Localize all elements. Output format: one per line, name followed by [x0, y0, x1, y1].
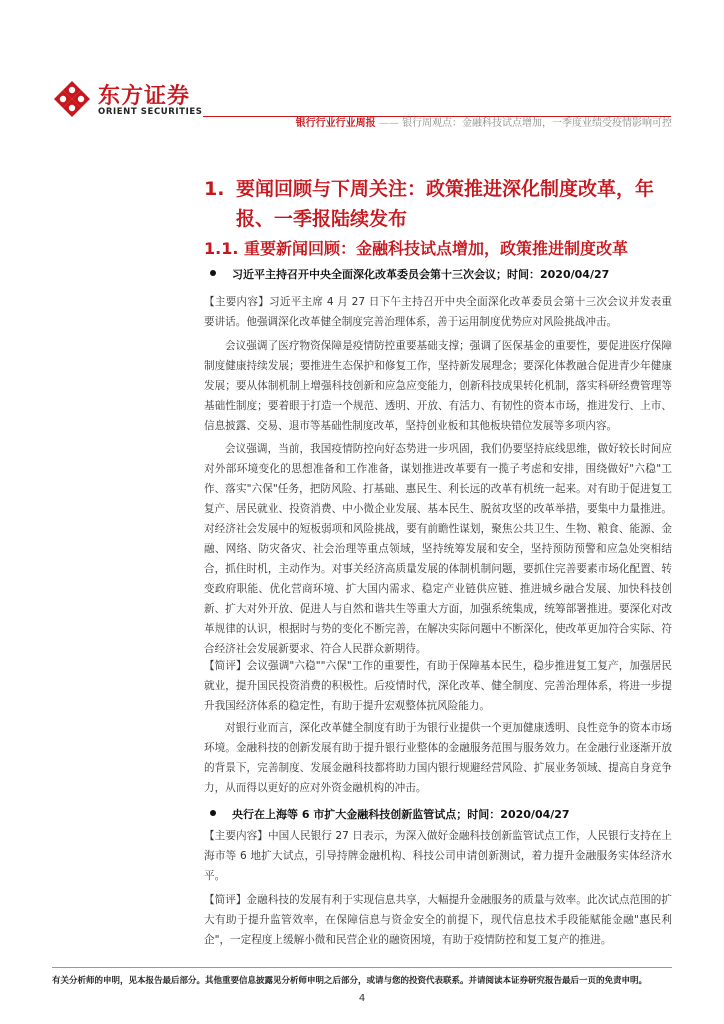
footer-disclaimer: 有关分析师的申明，见本报告最后部分。其他重要信息披露见分析师申明之后部分，或请与您的投资代表联系。并请阅读本证券研究报告最后一页的免责申明。	[52, 976, 648, 986]
company-logo	[52, 75, 212, 125]
report-section: 银行行业行业周报	[295, 118, 376, 129]
news-title: 央行在上海等 6 市扩大金融科技创新监管试点；时间：2020/04/27	[232, 808, 570, 821]
paragraph: 对银行业而言，深化改革健全制度有助于为银行业提供一个更加健康透明、良性竞争的资本市场环境。金融科技的创新发展有助于提升银行业整体的金融服务范围与服务效力。在金融行业逐渐开放的背景下，完善制度、发展金融科技都将助力国内银行规避经营风险、扩展业务领域、提高自身竞争力，从而得以更好的应对外资金融机构的冲击。	[204, 722, 672, 794]
news-title: 习近平主持召开中央全面深化改革委员会第十三次会议；时间：2020/04/27	[232, 268, 610, 281]
paragraph: 会议强调，当前，我国疫情防控向好态势进一步巩固，我们仍要坚持底线思维，做好较长时间应对外部环境变化的思想准备和工作准备，谋划推进改革要有一揽子考虑和安排，围绕做好"六稳"工作、落实"六保"任务，把防风险、打基础、惠民生、利长远的改革有机统一起来。对有助于促进复工复产、居民就业、投资消费、中小微企业发展、基本民生、脱贫攻坚的改革举措，要集中力量推进。对经济社会发展中的短板弱项和风险挑战，要有前瞻性谋划，聚焦公共卫生、生物、粮食、能源、金融、网络、防灾备灾、社会治理等重点领域，坚持统筹发展和安全，坚持预防预警和应急处突相结合，抓住时机，主动作为。对事关经济高质量发展的体制机制问题，要抓住完善要素市场化配置、转变政府职能、优化营商环境、扩大国内需求、稳定产业链供应链、推进城乡融合发展、加快科技创新、扩大对外开放、促进人与自然和谐共生等重大方面，加强系统集成，统筹部署推进。要深化对改革规律的认识，根据时与势的变化不断完善，在解决实际问题中不断深化，使改革更加符合实际、符合经济社会发展新要求、符合人民群众新期待。	[204, 443, 672, 655]
logo-english-name: ORIENT SECURITIES	[98, 107, 203, 117]
page-number: 4	[358, 993, 366, 1004]
report-subtitle: 银行周观点：金融科技试点增加，一季度业绩受疫情影响可控	[402, 118, 672, 129]
section-title-line-1: 要闻回顾与下周关注：政策推进深化制度改革，年	[236, 178, 655, 200]
logo-chinese-name: 东方证券	[98, 84, 191, 109]
section-number: 1.	[204, 178, 225, 200]
subsection-heading: 1.1. 重要新闻回顾：金融科技试点增加，政策推进制度改革	[204, 239, 628, 258]
header-separator: ——	[378, 118, 399, 129]
footer-divider	[52, 967, 672, 968]
bullet-dot-icon	[210, 810, 216, 816]
section-title-line-2: 报、一季报陆续发布	[236, 208, 408, 230]
bullet-dot-icon	[210, 270, 216, 276]
paragraph: 【简评】金融科技的发展有利于实现信息共享，大幅提升金融服务的质量与效率。此次试点范围的扩大有助于提升监管效率，在保障信息与资金安全的前提下，现代信息技术手段能赋能金融"惠民利企"，一定程度上缓解小微和民营企业的融资困境，有助于疫情防控和复工复产的推进。	[204, 894, 672, 946]
paragraph: 会议强调了医疗物资保障是疫情防控重要基础支撑；强调了医保基金的重要性，要促进医疗保障制度健康持续发展；要推进生态保护和修复工作，坚持新发展理念；要深化体教融合促进青少年健康发展；要从体制机制上增强科技创新和应急应变能力，创新科技成果转化机制，落实科研经费管理等基础性制度；要着眼于打造一个规范、透明、开放、有活力、有韧性的资本市场，推进发行、上市、信息披露、交易、退市等基础性制度改革，坚持创业板和其他板块错位发展等多项内容。	[204, 340, 672, 432]
paragraph: 【简评】会议强调"六稳""六保"工作的重要性，有助于保障基本民生，稳步推进复工复产，加强居民就业，提升国民投资消费的积极性。后疫情时代，深化改革、健全制度、完善治理体系，将进一步提升我国经济体系的稳定性，有助于提升宏观整体抗风险能力。	[204, 660, 672, 712]
paragraph: 【主要内容】习近平主席 4 月 27 日下午主持召开中央全面深化改革委员会第十三次会议并发表重要讲话。他强调深化改革健全制度完善治理体系，善于运用制度优势应对风险挑战冲击。	[204, 296, 672, 328]
paragraph: 【主要内容】中国人民银行 27 日表示，为深入做好金融科技创新监管试点工作，人民银行支持在上海市等 6 地扩大试点，引导持牌金融机构、科技公司申请创新测试，着力提升金融服务实体经济水平。	[204, 830, 672, 882]
running-header	[260, 114, 672, 129]
orient-logo-icon	[52, 79, 92, 119]
